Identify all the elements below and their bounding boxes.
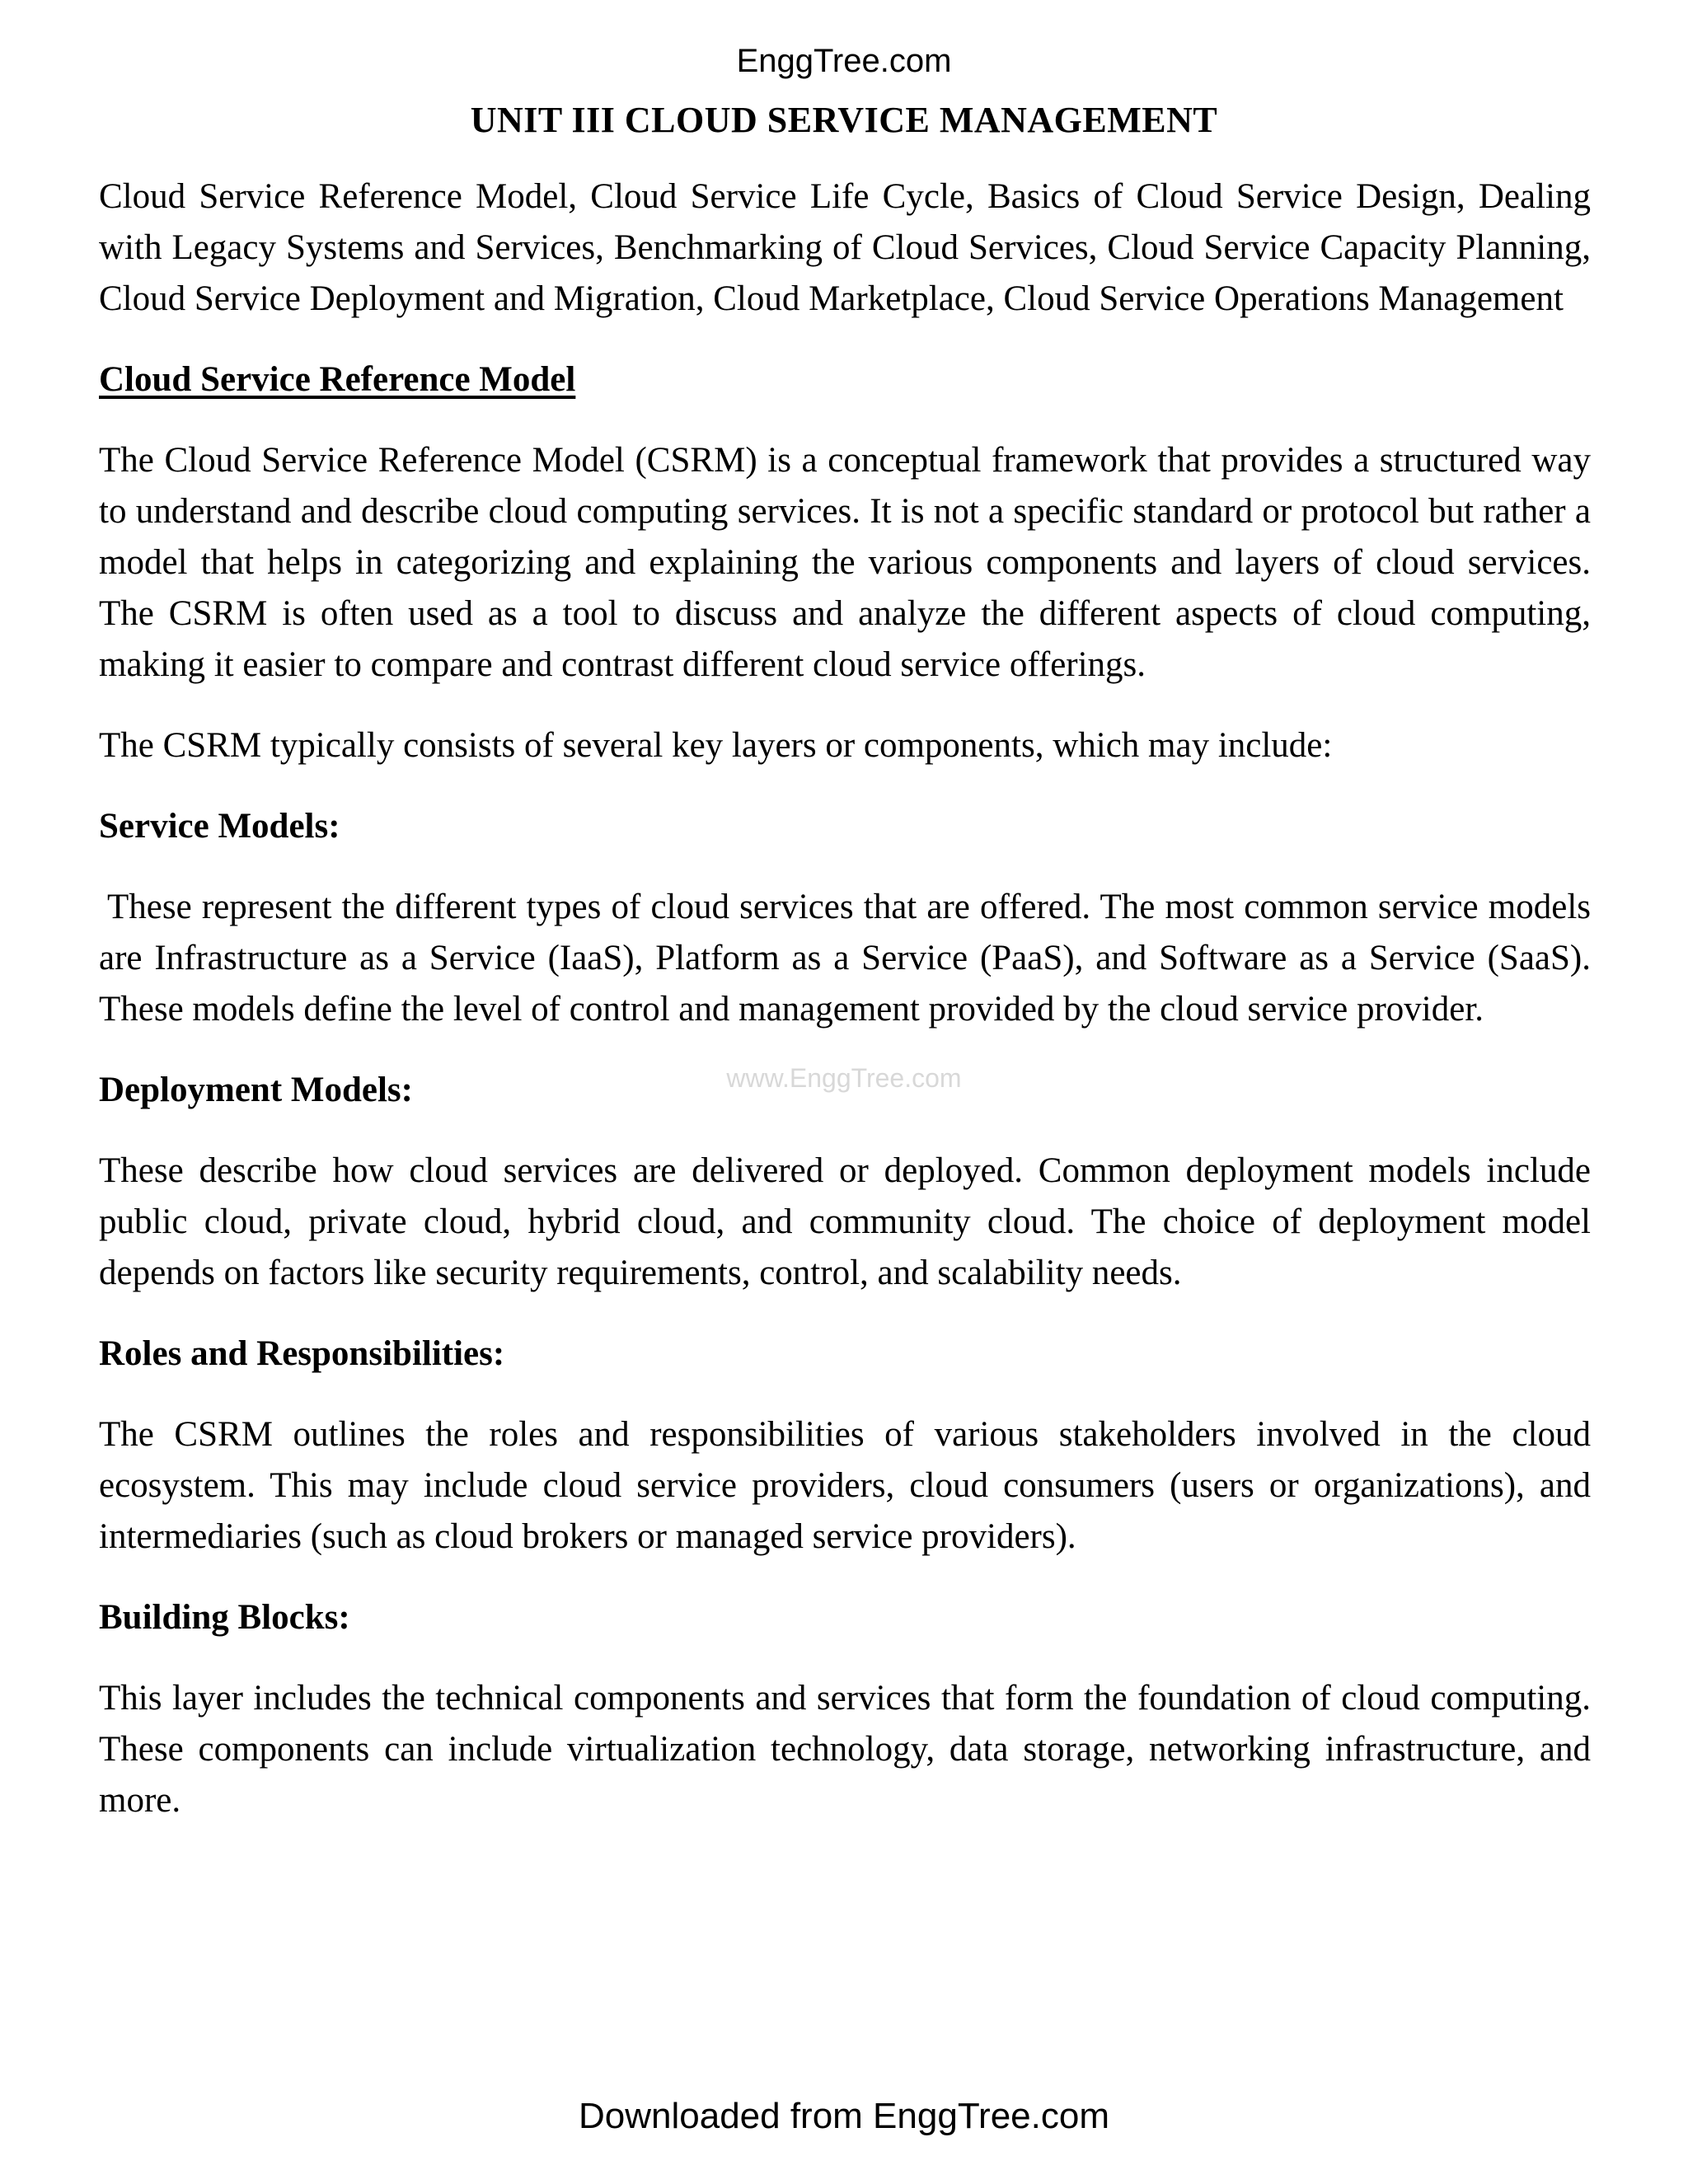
unit-title: UNIT III CLOUD SERVICE MANAGEMENT — [470, 100, 1218, 140]
subsection-body-building-blocks: This layer includes the technical components and services that form the foundation of cloud computing. These components can include virtualization technology, data storage, networking infrastructure, and more. — [99, 1679, 1591, 1820]
watermark: www.EnggTree.com — [726, 1063, 962, 1093]
subsection-heading-roles: Roles and Responsibilities: — [99, 1334, 505, 1373]
subsection-heading-service-models: Service Models: — [99, 807, 340, 846]
section-heading: Cloud Service Reference Model — [99, 360, 576, 399]
document-body — [99, 171, 1591, 1856]
subsection-heading-building-blocks: Building Blocks: — [99, 1598, 350, 1637]
subsection-heading-deployment-models: Deployment Models: — [99, 1071, 413, 1109]
subsection-body-deployment-models: These describe how cloud services are delivered or deployed. Common deployment models include public cloud, private cloud, hybrid cloud, and community cloud. The choice of deployment model depends on factors like security requirements, control, and scalability needs. — [99, 1151, 1591, 1292]
page-footer: Downloaded from EnggTree.com — [578, 2096, 1109, 2136]
site-header: EnggTree.com — [736, 43, 952, 79]
subsection-body-roles: The CSRM outlines the roles and responsibilities of various stakeholders involved in the cloud ecosystem. This may include cloud service providers, cloud consumers (users or organizations), and intermediaries (such as cloud brokers or managed service providers). — [99, 1415, 1591, 1556]
subsection-body-service-models: These represent the different types of cloud services that are offered. The most common service models are Infrastructure as a Service (IaaS), Platform as a Service (PaaS), and Software as a Service (SaaS). These models define the level of control and management provided by the cloud service provider. — [99, 888, 1591, 1029]
layers-intro-paragraph: The CSRM typically consists of several key layers or components, which may include: — [99, 726, 1333, 765]
intro-paragraph: The Cloud Service Reference Model (CSRM) is a conceptual framework that provides a structured way to understand and describe cloud computing services. It is not a specific standard or protocol but rather a model that helps in categorizing and explaining the various components and layers of cloud services. The CSRM is often used as a tool to discuss and analyze the different aspects of cloud computing, making it easier to compare and contrast different cloud service offerings. — [99, 441, 1591, 684]
syllabus-paragraph: Cloud Service Reference Model, Cloud Service Life Cycle, Basics of Cloud Service Design, Dealing with Legacy Systems and Services, Benchmarking of Cloud Services, Cloud Service Capacity Planning, Cloud Service Deployment and Migration, Cloud Marketplace, Cloud Service Operations Management — [99, 177, 1591, 318]
